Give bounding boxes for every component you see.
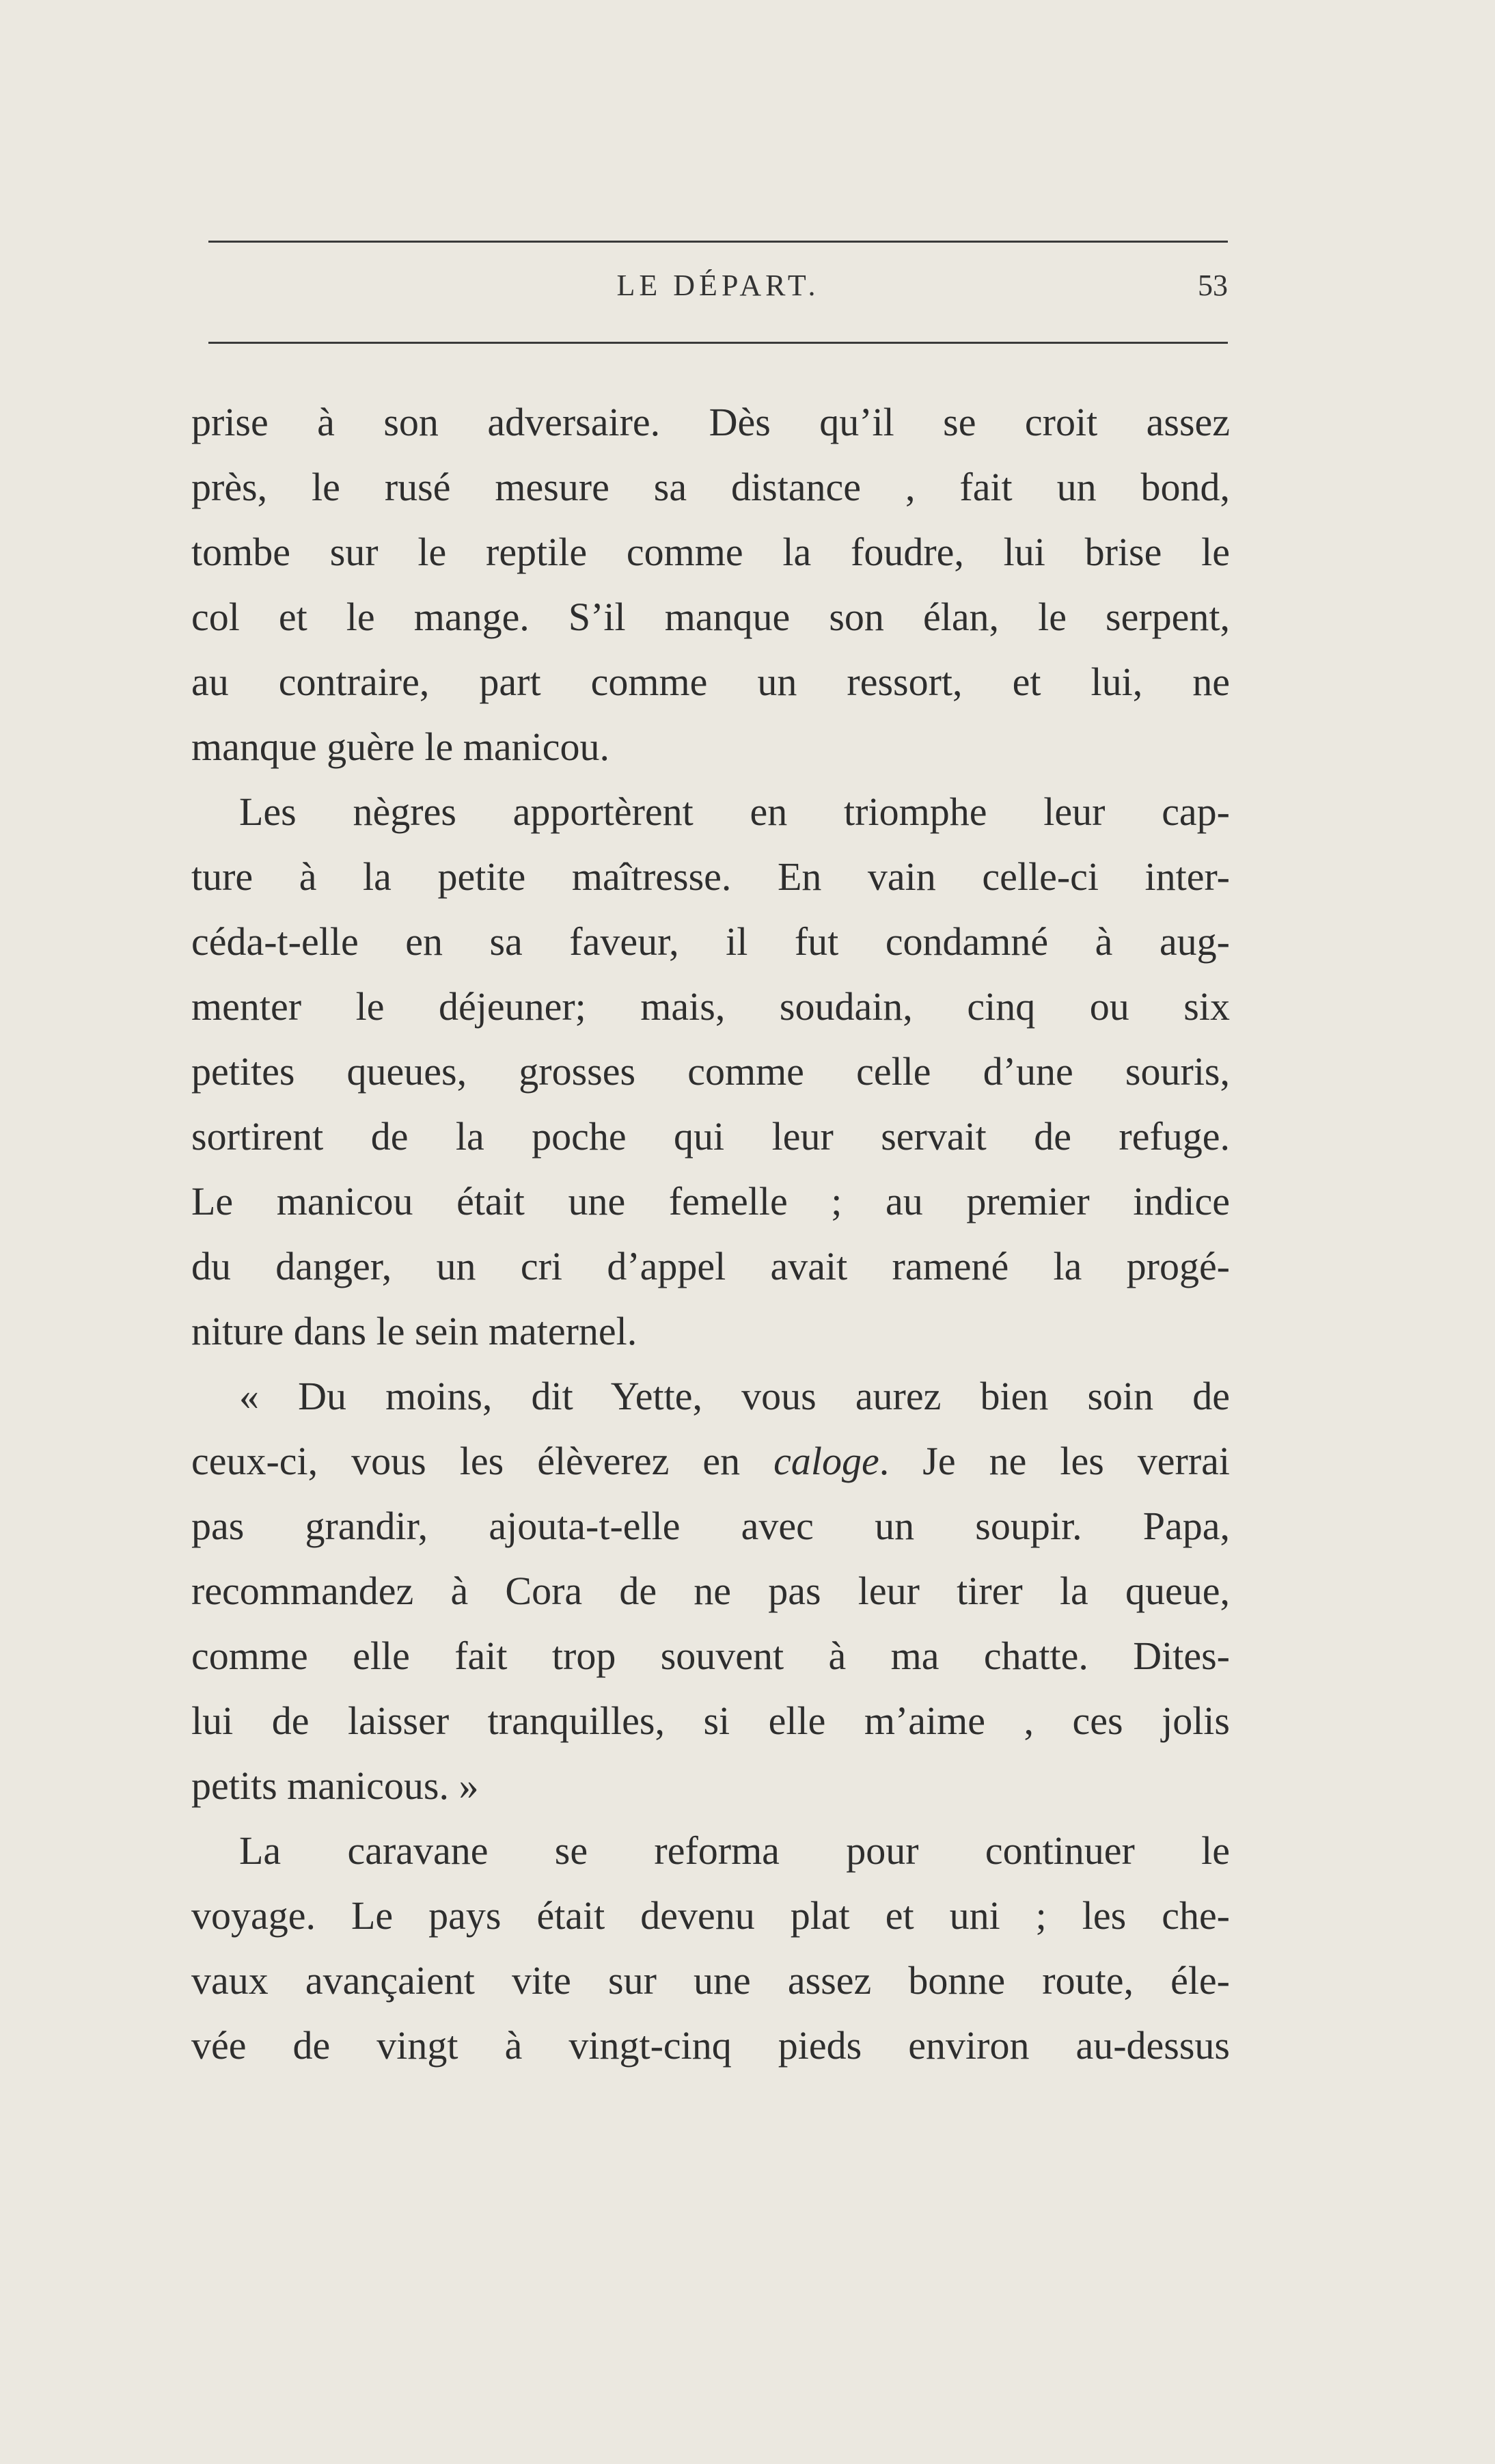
text-line: du danger, un cri d’appel avait ramené la progé- [191, 1244, 1230, 1288]
text-line: petites queues, grosses comme celle d’une souris, [191, 1049, 1230, 1094]
text-line: ture à la petite maîtresse. En vain celle-ci inter- [191, 854, 1230, 899]
paragraph-start-line: Les nègres apportèrent en triomphe leur cap- [239, 789, 1230, 834]
italic-word: caloge [773, 1439, 879, 1483]
text-line: céda-t-elle en sa faveur, il fut condamné à aug- [191, 919, 1230, 964]
running-head [208, 268, 1228, 316]
text-line: recommandez à Cora de ne pas leur tirer la queue, [191, 1569, 1230, 1613]
running-title: LE DÉPART. [616, 269, 820, 302]
text-line: Le manicou était une femelle ; au premier indice [191, 1179, 1230, 1223]
paragraph-start-line: La caravane se reforma pour continuer le [239, 1828, 1230, 1873]
header-bottom-rule [208, 342, 1228, 344]
text-line: lui de laisser tranquilles, si elle m’aime , ces jolis [191, 1698, 1230, 1743]
header-top-rule [208, 241, 1228, 243]
page-number: 53 [1198, 269, 1228, 302]
text-line: vaux avançaient vite sur une assez bonne route, éle- [191, 1958, 1230, 2003]
text-line: tombe sur le reptile comme la foudre, lui brise le [191, 530, 1230, 574]
text-line: vée de vingt à vingt-cinq pieds environ au-dessus [191, 2023, 1230, 2068]
text-line: petits manicous. » [191, 1763, 479, 1808]
text-line: au contraire, part comme un ressort, et lui, ne [191, 660, 1230, 704]
text-line: voyage. Le pays était devenu plat et uni ; les che- [191, 1893, 1230, 1938]
text-line: manque guère le manicou. [191, 725, 609, 769]
text-line: près, le rusé mesure sa distance , fait un bond, [191, 465, 1230, 509]
text-line: niture dans le sein maternel. [191, 1309, 637, 1353]
text-line: col et le mange. S’il manque son élan, le serpent, [191, 595, 1230, 639]
text-line-with-italic [191, 1429, 1230, 1493]
paragraph-start-line: « Du moins, dit Yette, vous aurez bien soin de [239, 1374, 1230, 1418]
text-line: sortirent de la poche qui leur servait de refuge. [191, 1114, 1230, 1159]
text-line: pas grandir, ajouta-t-elle avec un soupir. Papa, [191, 1504, 1230, 1548]
text-line: menter le déjeuner; mais, soudain, cinq ou six [191, 984, 1230, 1029]
line-segment: ceux-ci, vous les élèverez en [191, 1439, 774, 1483]
text-line: comme elle fait trop souvent à ma chatte. Dites- [191, 1634, 1230, 1678]
body-text [191, 390, 1230, 2078]
text-line: prise à son adversaire. Dès qu’il se croit assez [191, 400, 1230, 444]
line-segment: . Je ne les verrai [879, 1439, 1230, 1483]
